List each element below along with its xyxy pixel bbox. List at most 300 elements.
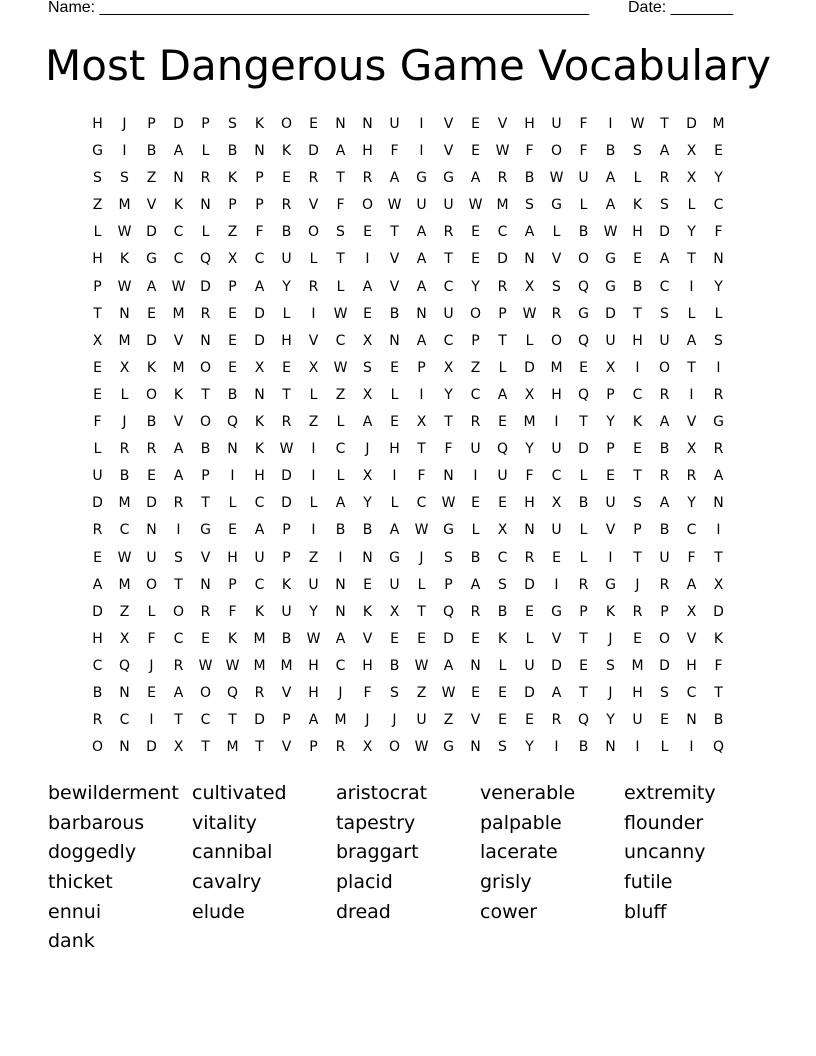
- grid-letter: K: [254, 441, 265, 458]
- grid-letter: B: [200, 441, 211, 458]
- grid-letter: C: [254, 495, 265, 512]
- grid-letter: I: [689, 739, 694, 756]
- grid-letter: N: [146, 522, 157, 539]
- grid-letter: E: [498, 684, 507, 701]
- grid-letter: M: [631, 657, 644, 674]
- grid-letter: X: [497, 522, 508, 539]
- grid-letter: X: [362, 468, 373, 485]
- grid-letter: X: [362, 739, 373, 756]
- grid-letter: F: [714, 224, 723, 241]
- grid-letter: Q: [199, 251, 212, 268]
- grid-letter: T: [714, 549, 723, 566]
- grid-letter: K: [497, 630, 508, 647]
- grid-letter: W: [549, 170, 564, 187]
- grid-letter: L: [309, 495, 318, 512]
- grid-letter: U: [443, 305, 454, 322]
- grid-letter: L: [309, 251, 318, 268]
- grid-letter: L: [579, 197, 588, 214]
- grid-letter: P: [201, 468, 210, 485]
- grid-letter: Q: [442, 603, 455, 620]
- grid-letter: G: [443, 522, 454, 539]
- grid-letter: S: [120, 170, 129, 187]
- grid-letter: F: [255, 224, 264, 241]
- grid-letter: A: [173, 143, 184, 160]
- grid-letter: K: [632, 197, 643, 214]
- grid-letter: L: [309, 386, 318, 403]
- grid-letter: Y: [444, 386, 453, 403]
- grid-letter: I: [419, 116, 424, 132]
- grid-letter: U: [254, 549, 265, 566]
- grid-letter: O: [550, 332, 563, 349]
- grid-letter: A: [173, 684, 184, 701]
- grid-letter: O: [550, 143, 563, 160]
- grid-letter: A: [659, 495, 670, 512]
- grid-letter: D: [524, 359, 535, 376]
- grid-letter: O: [361, 197, 374, 214]
- grid-letter: M: [253, 630, 266, 647]
- grid-letter: B: [119, 468, 130, 485]
- name-field-label: Name: _______________________________________________________: [48, 0, 589, 16]
- grid-letter: X: [605, 359, 616, 376]
- grid-letter: I: [365, 251, 370, 268]
- grid-letter: Z: [119, 603, 130, 620]
- grid-letter: X: [227, 251, 238, 268]
- grid-letter: E: [93, 359, 102, 376]
- grid-letter: T: [417, 603, 426, 620]
- grid-letter: R: [173, 495, 184, 512]
- grid-letter: A: [659, 251, 670, 268]
- grid-letter: C: [497, 549, 508, 566]
- grid-letter: T: [174, 712, 183, 729]
- grid-letter: A: [497, 386, 508, 403]
- grid-letter: A: [362, 278, 373, 295]
- grid-letter: O: [199, 414, 212, 431]
- grid-letter: W: [225, 657, 240, 674]
- grid-letter: C: [632, 386, 643, 403]
- grid-letter: C: [254, 251, 265, 268]
- grid-letter: F: [687, 549, 696, 566]
- grid-letter: P: [282, 549, 291, 566]
- grid-letter: U: [659, 332, 670, 349]
- grid-letter: V: [551, 251, 562, 268]
- grid-letter: E: [363, 224, 372, 241]
- grid-letter: U: [389, 116, 400, 132]
- grid-letter: C: [416, 495, 427, 512]
- grid-letter: L: [498, 657, 507, 674]
- grid-letter: L: [714, 305, 723, 322]
- grid-letter: I: [122, 143, 127, 160]
- grid-letter: I: [635, 359, 640, 376]
- grid-letter: C: [470, 386, 481, 403]
- grid-letter: L: [552, 224, 561, 241]
- grid-letter: T: [228, 712, 237, 729]
- grid-letter: V: [281, 684, 292, 701]
- grid-letter: E: [363, 305, 372, 322]
- word-list-item: ennui: [48, 900, 102, 923]
- grid-letter: J: [608, 630, 613, 647]
- grid-letter: Y: [687, 224, 696, 241]
- grid-letter: C: [335, 441, 346, 458]
- grid-letter: R: [659, 468, 670, 485]
- grid-letter: P: [471, 332, 480, 349]
- grid-letter: I: [311, 305, 316, 322]
- grid-letter: H: [551, 386, 562, 403]
- grid-letter: R: [659, 576, 670, 593]
- grid-letter: G: [200, 522, 211, 539]
- grid-letter: A: [416, 224, 427, 241]
- grid-letter: G: [443, 170, 454, 187]
- word-list-item: thicket: [48, 871, 113, 894]
- grid-letter: D: [524, 576, 535, 593]
- grid-letter: R: [659, 170, 670, 187]
- grid-letter: K: [146, 359, 157, 376]
- grid-letter: G: [146, 251, 157, 268]
- grid-letter: I: [338, 549, 343, 566]
- grid-letter: L: [120, 386, 129, 403]
- grid-letter: E: [282, 170, 291, 187]
- grid-letter: D: [497, 251, 508, 268]
- grid-letter: A: [389, 170, 400, 187]
- grid-letter: T: [201, 739, 210, 756]
- grid-letter: E: [228, 359, 237, 376]
- word-list-item: doggedly: [48, 841, 137, 864]
- grid-letter: D: [659, 224, 670, 241]
- grid-letter: X: [686, 603, 697, 620]
- grid-letter: X: [524, 386, 535, 403]
- grid-letter: B: [659, 441, 670, 458]
- grid-letter: W: [495, 143, 510, 160]
- grid-letter: A: [416, 332, 427, 349]
- grid-letter: N: [605, 739, 616, 756]
- word-list-item: cultivated: [192, 782, 287, 804]
- grid-letter: B: [335, 522, 346, 539]
- grid-letter: L: [147, 603, 156, 620]
- grid-letter: C: [443, 278, 454, 295]
- grid-letter: D: [200, 278, 211, 295]
- grid-letter: I: [608, 116, 613, 132]
- grid-letter: A: [524, 224, 535, 241]
- grid-letter: Q: [577, 712, 590, 729]
- grid-letter: N: [362, 549, 373, 566]
- grid-letter: B: [389, 305, 400, 322]
- grid-letter: L: [336, 414, 345, 431]
- grid-letter: O: [145, 386, 158, 403]
- grid-letter: A: [335, 495, 346, 512]
- grid-letter: A: [254, 522, 265, 539]
- grid-letter: H: [308, 684, 319, 701]
- grid-letter: Y: [714, 278, 723, 295]
- grid-letter: Q: [577, 278, 590, 295]
- grid-letter: P: [606, 386, 615, 403]
- grid-letter: U: [308, 576, 319, 593]
- grid-letter: W: [117, 549, 132, 566]
- grid-letter: D: [173, 116, 184, 132]
- grid-letter: A: [416, 251, 427, 268]
- grid-letter: A: [470, 576, 481, 593]
- grid-letter: Y: [471, 278, 480, 295]
- grid-letter: V: [443, 116, 454, 132]
- grid-letter: R: [497, 170, 508, 187]
- grid-letter: V: [173, 332, 184, 349]
- grid-letter: D: [713, 603, 724, 620]
- grid-letter: G: [551, 197, 562, 214]
- grid-letter: U: [443, 197, 454, 214]
- grid-letter: I: [635, 739, 640, 756]
- grid-letter: Z: [146, 170, 157, 187]
- grid-letter: E: [390, 630, 399, 647]
- grid-letter: H: [281, 332, 292, 349]
- grid-letter: M: [172, 359, 185, 376]
- grid-letter: T: [633, 468, 642, 485]
- word-list-item: uncanny: [624, 841, 706, 864]
- grid-letter: S: [660, 197, 669, 214]
- grid-letter: M: [118, 495, 131, 512]
- grid-letter: K: [281, 576, 292, 593]
- grid-letter: H: [92, 251, 103, 268]
- word-list-item: dread: [336, 900, 391, 923]
- grid-letter: T: [282, 386, 291, 403]
- word-list-item: venerable: [480, 782, 576, 804]
- date-field-label: Date: _______: [628, 0, 733, 16]
- word-list-item: lacerate: [480, 841, 558, 864]
- grid-letter: O: [199, 359, 212, 376]
- grid-letter: S: [552, 278, 561, 295]
- grid-letter: R: [173, 657, 184, 674]
- grid-letter: K: [632, 414, 643, 431]
- grid-letter: C: [92, 657, 103, 674]
- grid-letter: A: [713, 468, 724, 485]
- grid-letter: F: [525, 143, 534, 160]
- grid-letter: W: [441, 684, 456, 701]
- grid-letter: U: [281, 251, 292, 268]
- grid-letter: E: [390, 359, 399, 376]
- grid-letter: J: [419, 549, 424, 566]
- grid-letter: D: [686, 116, 697, 132]
- grid-letter: R: [254, 684, 265, 701]
- grid-letter: L: [93, 224, 102, 241]
- grid-letter: M: [118, 197, 131, 214]
- grid-letter: A: [551, 684, 562, 701]
- word-list-item: futile: [624, 871, 673, 894]
- grid-letter: O: [388, 739, 401, 756]
- grid-letter: E: [498, 495, 507, 512]
- grid-letter: X: [686, 170, 697, 187]
- grid-letter: A: [308, 712, 319, 729]
- grid-letter: L: [579, 549, 588, 566]
- word-list-item: braggart: [336, 841, 419, 864]
- grid-letter: D: [146, 495, 157, 512]
- grid-letter: S: [633, 143, 642, 160]
- grid-letter: L: [336, 278, 345, 295]
- page-title: Most Dangerous Game Vocabulary: [45, 41, 771, 90]
- grid-letter: N: [686, 712, 697, 729]
- grid-letter: B: [659, 522, 670, 539]
- grid-letter: E: [552, 549, 561, 566]
- grid-letter: G: [713, 414, 724, 431]
- grid-letter: H: [389, 441, 400, 458]
- grid-letter: B: [470, 549, 481, 566]
- grid-letter: R: [659, 386, 670, 403]
- grid-letter: W: [414, 522, 429, 539]
- word-list-item: dank: [48, 930, 95, 953]
- grid-letter: K: [713, 630, 724, 647]
- grid-letter: D: [92, 495, 103, 512]
- grid-letter: L: [525, 630, 534, 647]
- grid-letter: A: [335, 630, 346, 647]
- grid-letter: X: [173, 739, 184, 756]
- grid-letter: E: [228, 522, 237, 539]
- grid-letter: U: [578, 170, 589, 187]
- grid-letter: E: [363, 576, 372, 593]
- grid-letter: Z: [92, 197, 103, 214]
- grid-letter: D: [524, 684, 535, 701]
- grid-letter: X: [524, 278, 535, 295]
- grid-letter: L: [633, 170, 642, 187]
- grid-letter: I: [716, 359, 721, 376]
- grid-letter: B: [227, 386, 238, 403]
- grid-letter: W: [198, 657, 213, 674]
- grid-letter: R: [470, 414, 481, 431]
- grid-letter: C: [173, 251, 184, 268]
- grid-letter: R: [713, 386, 724, 403]
- grid-letter: R: [92, 712, 103, 729]
- grid-letter: A: [659, 143, 670, 160]
- grid-letter: G: [578, 305, 589, 322]
- grid-letter: N: [362, 116, 373, 132]
- grid-letter: W: [414, 739, 429, 756]
- grid-letter: T: [444, 414, 453, 431]
- grid-letter: L: [687, 305, 696, 322]
- grid-letter: N: [470, 657, 481, 674]
- grid-letter: Z: [308, 414, 319, 431]
- grid-letter: W: [441, 495, 456, 512]
- grid-letter: E: [201, 630, 210, 647]
- grid-letter: S: [444, 549, 453, 566]
- grid-letter: Y: [282, 278, 291, 295]
- grid-letter: C: [443, 332, 454, 349]
- grid-letter: D: [551, 657, 562, 674]
- grid-letter: R: [200, 170, 211, 187]
- word-list-item: grisly: [480, 871, 532, 894]
- grid-letter: C: [335, 657, 346, 674]
- grid-letter: X: [551, 495, 562, 512]
- grid-letter: W: [333, 359, 348, 376]
- grid-letter: V: [605, 522, 616, 539]
- grid-letter: N: [200, 197, 211, 214]
- grid-letter: L: [687, 197, 696, 214]
- word-list-item: bluff: [624, 900, 667, 923]
- grid-letter: L: [93, 441, 102, 458]
- grid-letter: A: [416, 278, 427, 295]
- grid-letter: H: [254, 468, 265, 485]
- grid-letter: V: [686, 414, 697, 431]
- grid-letter: J: [122, 414, 127, 431]
- grid-letter: E: [660, 712, 669, 729]
- grid-letter: O: [172, 603, 185, 620]
- grid-letter: O: [145, 576, 158, 593]
- grid-letter: K: [173, 386, 184, 403]
- grid-letter: L: [525, 332, 534, 349]
- grid-letter: I: [554, 739, 559, 756]
- grid-letter: R: [146, 441, 157, 458]
- grid-letter: B: [362, 522, 373, 539]
- grid-letter: V: [362, 630, 373, 647]
- grid-letter: I: [230, 468, 235, 485]
- grid-letter: U: [605, 332, 616, 349]
- grid-letter: B: [92, 684, 103, 701]
- grid-letter: T: [687, 359, 696, 376]
- word-list-item: barbarous: [48, 811, 145, 834]
- grid-letter: Z: [470, 359, 481, 376]
- grid-letter: J: [149, 657, 154, 674]
- grid-letter: V: [281, 739, 292, 756]
- grid-letter: J: [635, 576, 640, 593]
- grid-letter: W: [117, 278, 132, 295]
- grid-letter: E: [579, 657, 588, 674]
- grid-letter: G: [443, 739, 454, 756]
- grid-letter: W: [387, 197, 402, 214]
- grid-letter: J: [365, 441, 370, 458]
- grid-letter: S: [174, 549, 183, 566]
- grid-letter: T: [201, 386, 210, 403]
- grid-letter: R: [551, 305, 562, 322]
- grid-letter: H: [524, 495, 535, 512]
- grid-letter: R: [443, 224, 454, 241]
- grid-letter: F: [714, 657, 723, 674]
- grid-letter: O: [658, 630, 671, 647]
- grid-letter: A: [659, 414, 670, 431]
- grid-letter: E: [471, 495, 480, 512]
- grid-letter: K: [254, 414, 265, 431]
- grid-letter: V: [308, 332, 319, 349]
- grid-letter: U: [416, 712, 427, 729]
- grid-letter: I: [554, 576, 559, 593]
- grid-letter: X: [119, 630, 130, 647]
- grid-letter: L: [660, 739, 669, 756]
- grid-letter: R: [281, 197, 292, 214]
- grid-letter: H: [92, 630, 103, 647]
- grid-letter: H: [92, 116, 103, 132]
- grid-letter: B: [524, 170, 535, 187]
- grid-letter: V: [389, 251, 400, 268]
- grid-letter: D: [659, 657, 670, 674]
- grid-letter: T: [174, 576, 183, 593]
- grid-letter: H: [524, 116, 535, 132]
- grid-letter: T: [255, 739, 264, 756]
- grid-letter: U: [92, 468, 103, 485]
- grid-letter: C: [497, 224, 508, 241]
- grid-letter: N: [200, 576, 211, 593]
- grid-letter: X: [389, 603, 400, 620]
- header-line: [48, 0, 748, 20]
- grid-letter: S: [498, 739, 507, 756]
- grid-letter: U: [146, 549, 157, 566]
- grid-letter: N: [200, 332, 211, 349]
- grid-letter: V: [146, 197, 157, 214]
- grid-letter: U: [632, 712, 643, 729]
- grid-letter: U: [497, 468, 508, 485]
- grid-letter: S: [660, 305, 669, 322]
- grid-letter: C: [686, 684, 697, 701]
- grid-letter: E: [93, 386, 102, 403]
- grid-letter: Q: [118, 657, 131, 674]
- grid-letter: R: [92, 522, 103, 539]
- grid-letter: M: [523, 414, 536, 431]
- grid-letter: F: [525, 468, 534, 485]
- grid-letter: D: [281, 468, 292, 485]
- grid-letter: K: [254, 116, 265, 132]
- grid-letter: C: [551, 468, 562, 485]
